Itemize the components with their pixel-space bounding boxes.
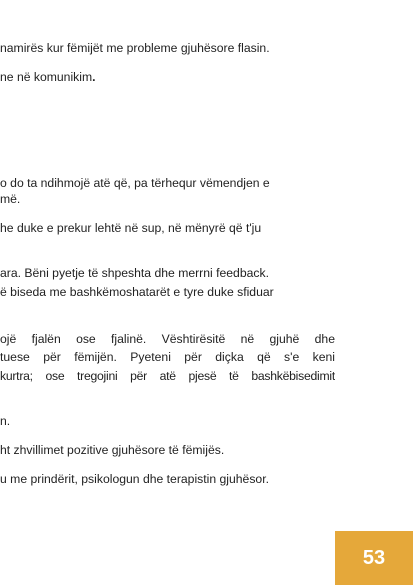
text-line-5: he duke e prekur lehtë në sup, në mënyrë që t'ju [0,221,262,235]
page-number: 53 [362,546,386,569]
text-line-10: kurtra; ose tregojini për atë pjesë të bashkëbisedimit [0,369,335,383]
text-line-12: ht zhvillimet pozitive gjuhësore të fëmijës. [0,443,225,457]
text-line-8: ojë fjalën ose fjalinë. Vështirësitë në gjuhë dhe [0,332,335,346]
text-line-7: ë biseda me bashkëmoshatarët e tyre duke sfiduar [0,285,274,299]
text-line-2-period: . [92,70,96,84]
text-line-1: namirës kur fëmijët me probleme gjuhësore flasin. [0,41,270,55]
text-line-2 [0,70,96,84]
page-number-badge [335,531,413,585]
text-line-3: o do ta ndihmojë atë që, pa tërhequr vëmendjen e [0,176,270,190]
text-line-4: më. [0,192,21,206]
text-line-11: n. [0,414,11,428]
text-line-9: tuese për fëmijën. Pyeteni për diçka që s'e keni [0,350,335,364]
text-line-2-body: ne në komunikim [0,70,93,84]
text-line-6: ara. Bëni pyetje të shpeshta dhe merrni feedback. [0,266,269,280]
text-line-13: u me prindërit, psikologun dhe terapistin gjuhësor. [0,472,269,486]
